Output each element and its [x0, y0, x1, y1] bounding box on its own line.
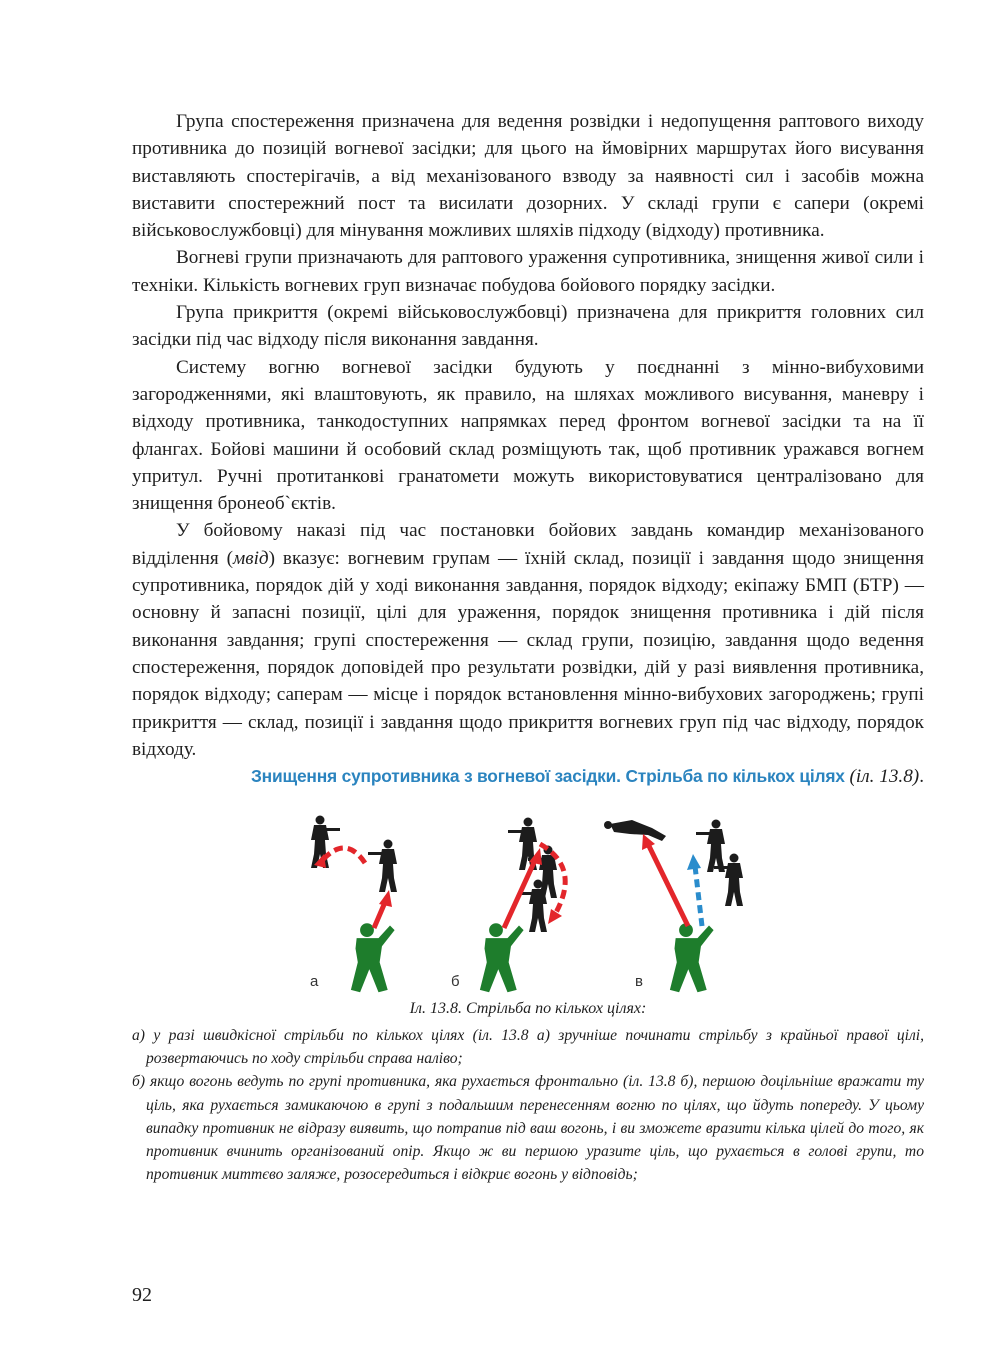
arrow-head [379, 890, 392, 907]
figure-caption: Іл. 13.8. Стрільба по кількох цілях: [409, 1000, 647, 1017]
arrow-head [548, 909, 562, 924]
prone-enemy-head [604, 821, 612, 829]
paragraph-observation-group: Група спостереження призначена для ведення розвідки і недопущення раптового виходу противника до позицій вогневої засідки; для цього на ймовірних маршрутах його висування виставляють спостерігачів, а від механізованого взводу за наявності сил і засобів можна виставити спостережний пост та висилати дозорних. У складі групи є сапери (окремі військовослужбовці) для мінування можливих шляхів підходу (відходу) противника. [132, 111, 924, 242]
order-text-start: У бойовому наказі під час постановки бойових завдань командир механізованого відділення ( [132, 520, 924, 569]
order-abbreviation: мвід [233, 547, 269, 569]
section-heading-title: Знищення супротивника з вогневої засідки. Стрільба по кількох цілях [250, 766, 845, 787]
panel-label-a: а [310, 973, 319, 990]
paragraph-fire-groups: Вогневі групи призначають для раптового ураження супротивника, знищення живої сили і техніки. Кількість вогневих груп визначає побудова бойового порядку засідки. [132, 247, 924, 296]
shooter-figure [351, 923, 395, 992]
note-a: а) у разі швидкісної стрільби по кількох цілях (іл. 13.8 а) зручніше починати стрільбу з крайньої правої цілі, розвертаючись по ходу стрільби справа наліво; [132, 1027, 924, 1068]
transfer-arrow-blue [695, 866, 702, 926]
section-heading-figure-ref: (іл. 13.8) [849, 766, 920, 788]
figure-13-8 [270, 808, 770, 998]
order-text-end: ) вказує: вогневим групам — їхній склад, позиції і завдання щодо знищення супротивника, порядок дій у ході виконання завдання, порядок відходу; екіпажу БМП (БТР) — основну й запасні позиції, цілі для ураження, порядок знищення противника і дій після виконання завдання; групі спостереження — склад групи, позицію, завдання щодо ведення спостереження, порядок доповідей про результати розвідки, дій у разі виявлення противника, порядок відходу; саперам — місце і порядок встановлення мінно-вибухових загороджень; групі прикриття — склад, позиції і завдання щодо прикриття вогневих груп під час відходу, порядок відходу. [132, 547, 924, 760]
panel-b [451, 818, 565, 993]
prone-enemy-figure [610, 820, 666, 841]
enemy-figure [368, 840, 397, 893]
panel-label-c: в [635, 973, 643, 990]
panel-label-b: б [451, 973, 460, 990]
shooter-figure [480, 923, 524, 992]
paragraph-combat-order [132, 517, 924, 763]
figure-notes [132, 1024, 924, 1186]
section-heading [132, 763, 924, 790]
panel-c [604, 820, 743, 993]
section-heading-period: . [919, 766, 924, 788]
page-number: 92 [132, 1284, 152, 1306]
paragraph-fire-system: Систему вогню вогневої засідки будують у поєднанні з мінно-вибуховими загородженнями, які влаштовують, як правило, на шляхах можливого висування, маневру і відходу противника, танкодоступних напрямках перед фронтом вогневої засідки та на її флангах. Бойові машини й особовий склад розміщують так, щоб противник уражався вогнем упритул. Ручні протитанкові гранатомети можуть використовуватися централізовано для знищення бронеоб`єктів. [132, 356, 924, 515]
panel-a [310, 816, 397, 993]
fire-arrow [648, 844, 688, 926]
paragraph-cover-group: Група прикриття (окремі військовослужбовці) призначена для прикриття головних сил засідки під час відходу після виконання завдання. [132, 302, 924, 351]
arrow-head [687, 854, 701, 870]
note-b: б) якщо вогонь ведуть по групі противника, яка рухається фронтально (іл. 13.8 б), першою доцільніше вражати ту ціль, яка рухається замикаючою в групі з подальшим перенесенням вогню по цілях, що йдуть попереду. У цьому випадку противник не відразу виявить, що потрапив під ваш вогонь, і ви зможете вразити кілька цілей до того, як противник вчинить організований опір. Якщо ж ви першою уразите ціль, що рухається в голові групи, то противник миттєво заляже, розосередиться і відкриє вогонь у відповідь; [132, 1073, 924, 1184]
shooter-figure [670, 923, 714, 992]
enemy-figure [696, 820, 725, 873]
body-text [132, 108, 924, 790]
